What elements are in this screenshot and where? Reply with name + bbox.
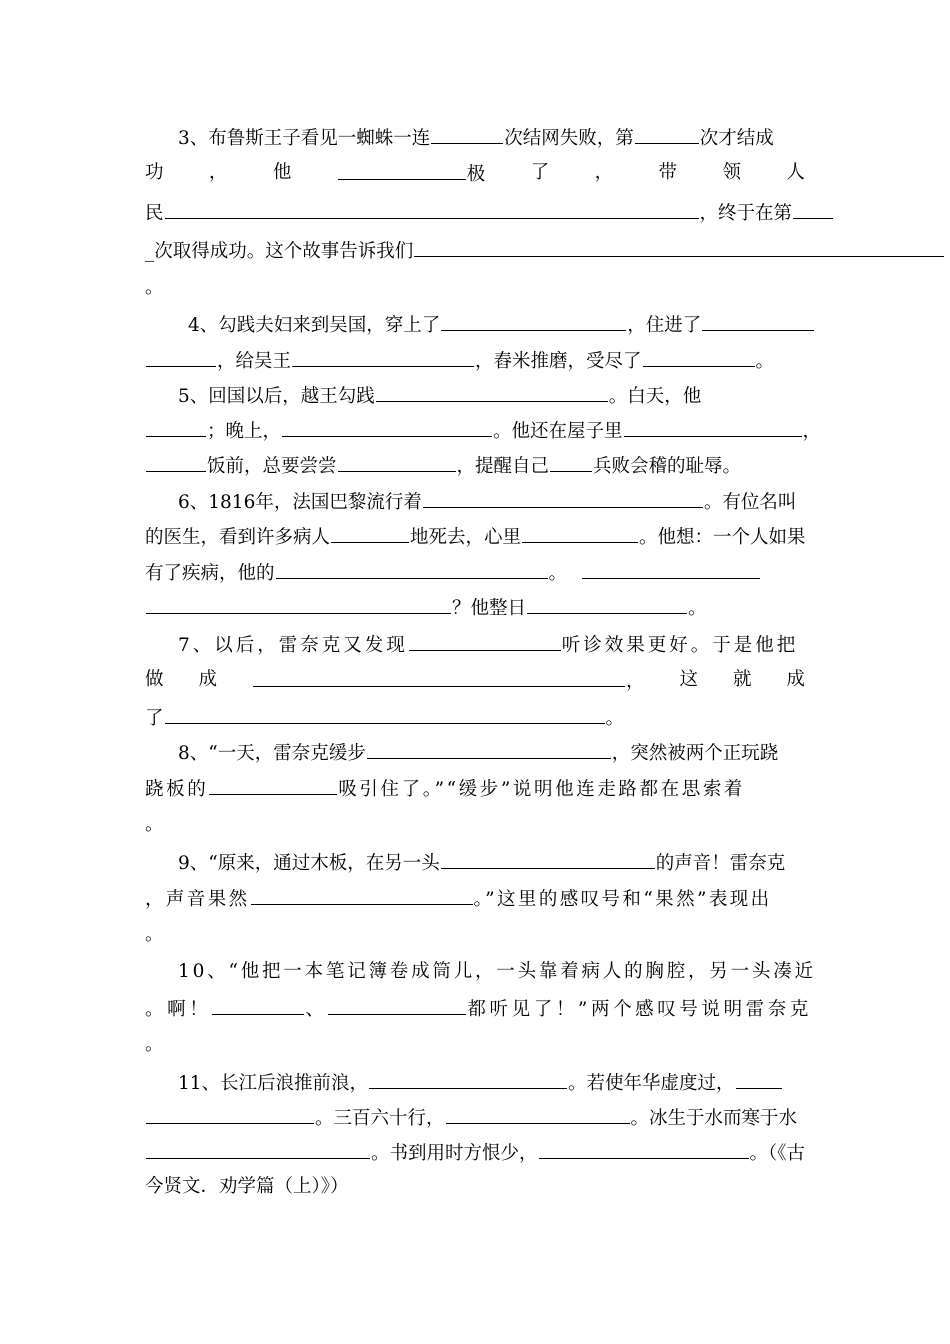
q3-line2: 功 ， 他 极 了 ， 带 领 人 <box>145 162 805 185</box>
q5-line3: 饭前，总要尝尝 ，提醒自己 兵败会稽的耻辱。 <box>145 453 741 477</box>
blank[interactable] <box>276 560 548 579</box>
blank[interactable] <box>146 595 451 614</box>
q3-line1: 3、布鲁斯王子看见一蜘蛛一连 次结网失败，第 次才结成 <box>178 125 774 149</box>
blank[interactable] <box>702 312 814 331</box>
blank[interactable] <box>441 850 655 869</box>
q5-line1: 5、回国以后，越王勾践 。白天，他 <box>178 383 701 407</box>
q4-line2: ，给吴王 ，舂米推磨，受尽了 。 <box>145 348 774 372</box>
blank[interactable] <box>624 418 802 437</box>
blank[interactable] <box>146 1140 370 1159</box>
blank[interactable] <box>431 125 503 144</box>
blank[interactable] <box>369 1070 567 1089</box>
blank[interactable] <box>282 418 492 437</box>
q8-line3: 。 <box>145 814 164 835</box>
q9-line1: 9、“原来，通过木板，在另一头 的声音！雷奈克 <box>178 850 785 874</box>
blank[interactable] <box>212 996 304 1015</box>
blank[interactable] <box>165 705 605 724</box>
blank[interactable] <box>539 1140 749 1159</box>
blank[interactable] <box>253 668 625 687</box>
blank[interactable] <box>446 1105 630 1124</box>
blank[interactable] <box>643 348 755 367</box>
q9-line2: ，声音果然 。”这里的感叹号和“果然”表现出 <box>145 886 772 910</box>
blank[interactable] <box>251 886 473 905</box>
blank[interactable] <box>292 348 474 367</box>
q4-line1: 4、勾践夫妇来到吴国，穿上了 ，住进了 <box>188 312 815 336</box>
q6-line2: 的医生，看到许多病人 地死去，心里 。他想：一个人如果 <box>145 524 806 548</box>
blank[interactable] <box>414 238 944 257</box>
q11-line2: 。三百六十行， 。冰生于水而寒于水 <box>145 1105 797 1129</box>
blank[interactable] <box>338 161 466 180</box>
blank[interactable] <box>209 776 337 795</box>
q10-line2: 。啊！ 、 都听见了！”两个感叹号说明雷奈克 <box>145 996 812 1020</box>
blank[interactable] <box>736 1070 782 1089</box>
blank[interactable] <box>793 200 833 219</box>
blank[interactable] <box>409 632 561 651</box>
q10-line1: 10、“他把一本笔记簿卷成筒儿，一头靠着病人的胸腔，另一头凑近 <box>178 961 816 982</box>
q6-line1: 6、1816年，法国巴黎流行着 。有位名叫 <box>178 489 796 513</box>
q8-line1: 8、“一天，雷奈克缓步 ，突然被两个正玩跷 <box>178 740 778 764</box>
blank[interactable] <box>146 348 216 367</box>
q10-line3: 。 <box>145 1034 164 1055</box>
q3-line3: 民 ，终于在第 <box>145 200 834 224</box>
q3-line5: 。 <box>145 277 164 298</box>
q7-line3: 了 。 <box>145 705 624 729</box>
blank[interactable] <box>146 418 206 437</box>
q11-line1: 11、长江后浪推前浪， 。若使年华虚度过， <box>178 1070 783 1094</box>
q11-line4: 今贤文．劝学篇（上）》） <box>145 1176 349 1197</box>
blank[interactable] <box>146 453 206 472</box>
blank[interactable] <box>376 383 608 402</box>
q11-line3: 。书到用时方恨少， 。（《古 <box>145 1140 805 1164</box>
q7-line1: 7、以后，雷奈克又发现 听诊效果更好。于是他把 <box>178 632 798 656</box>
q7-line2: 做 成 ， 这 就 成 <box>145 669 805 692</box>
blank[interactable] <box>338 453 456 472</box>
q5-line2: ；晚上， 。他还在屋子里 ， <box>145 418 821 442</box>
blank[interactable] <box>522 524 638 543</box>
blank[interactable] <box>328 996 466 1015</box>
blank[interactable] <box>582 560 760 579</box>
q8-line2: 跷板的 吸引住了。”“缓步”说明他连走路都在思索着 <box>145 776 745 800</box>
q6-line3: 有了疾病，他的 。 <box>145 560 761 584</box>
blank[interactable] <box>146 1105 314 1124</box>
q6-line4: ？他整日 。 <box>145 595 707 619</box>
q3-line4: _次取得成功。这个故事告诉我们 <box>145 238 945 262</box>
blank[interactable] <box>423 489 703 508</box>
blank[interactable] <box>550 453 592 472</box>
blank[interactable] <box>635 125 699 144</box>
blank[interactable] <box>527 595 687 614</box>
blank[interactable] <box>331 524 409 543</box>
blank[interactable] <box>165 200 699 219</box>
blank[interactable] <box>367 740 611 759</box>
q9-line3: 。 <box>145 924 164 945</box>
blank[interactable] <box>441 312 626 331</box>
